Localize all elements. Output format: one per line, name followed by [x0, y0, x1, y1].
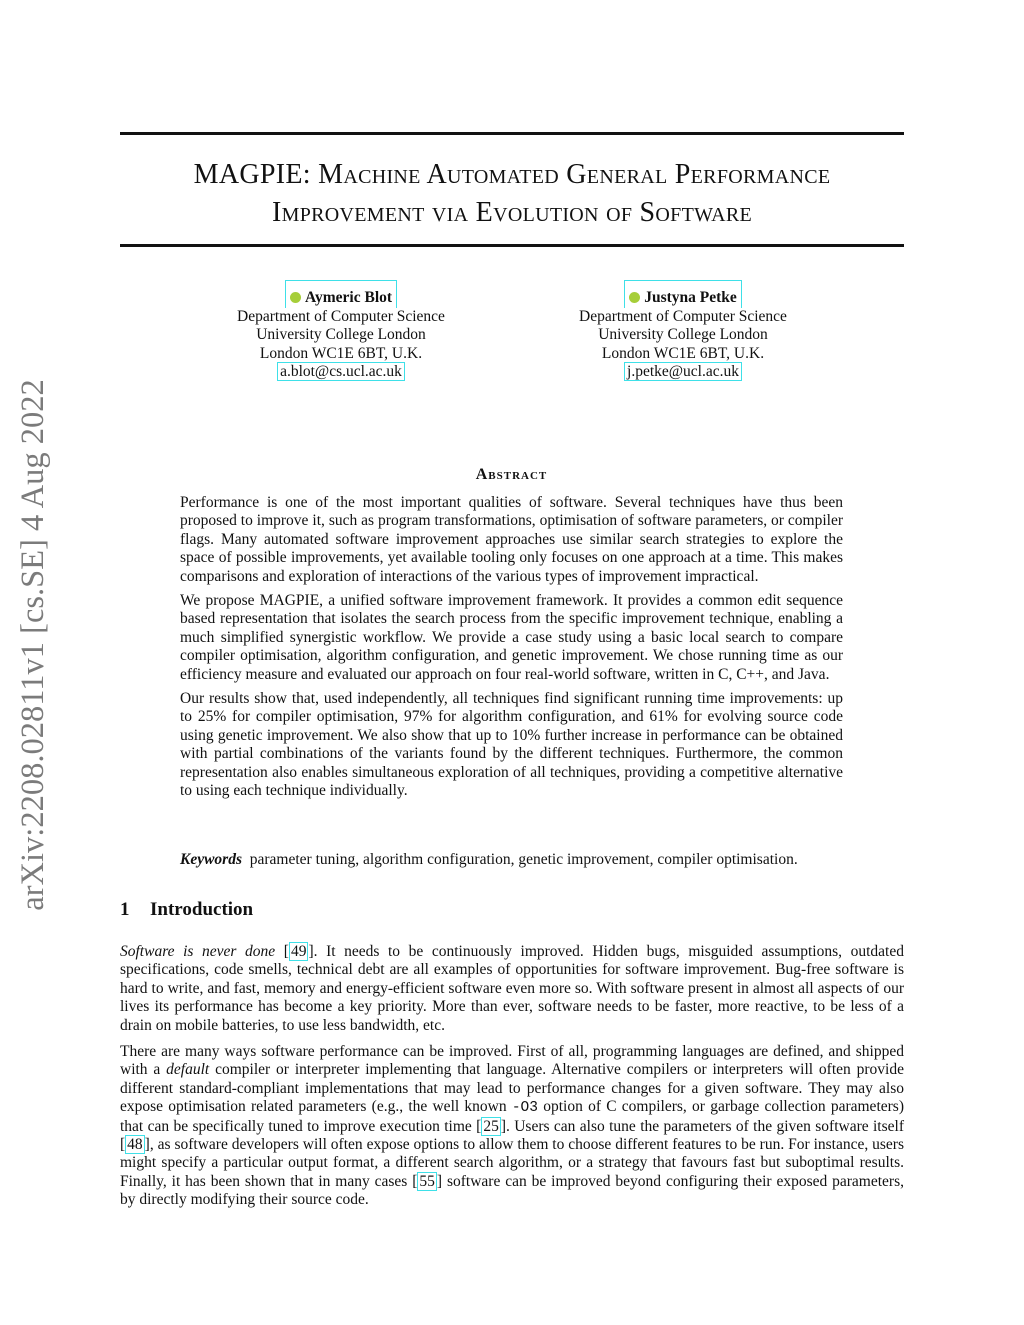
author-name: Aymeric Blot	[304, 289, 393, 306]
citation-link[interactable]: 49	[290, 943, 307, 960]
orcid-icon[interactable]	[290, 292, 301, 303]
author-dept: Department of Computer Science	[237, 307, 445, 325]
intro-lead: Software is never done	[120, 943, 276, 960]
intro-text: . It needs to be continuously improved. Hidden bugs, misguided assumptions, outdated specifications, code smells, technical debt are all examples of opportunities for software improvement. Bug-free software is hard to write, and fast, memory and energy-efficient software even more so. With software present in almost all aspects of our lives its performance has become a key priority. More than ever, software needs to be faster, more reactive, to be less of a drain on mobile batteries, to use less bandwidth, etc.	[120, 943, 904, 1034]
author-addr: London WC1E 6BT, U.K.	[259, 344, 423, 362]
intro-paragraph: Software is never done [ 49 ]. It needs to be continuously improved. Hidden bugs, misguided assumptions, outdated specifications, code smells, technical debt are all examples of opportunities for software improvement. Bug-free software is hard to write, and fast, memory and energy-efficient software even more so. With software present in almost all aspects of our lives its performance has become a key priority. More than ever, software needs to be faster, more reactive, to be less of a drain on mobile batteries, to use less bandwidth, etc.	[120, 943, 904, 1034]
author-block-1	[211, 280, 471, 382]
intro-text: There are many ways software performance can be improved. First of all, programming languages are defined, and shipped with a	[120, 1043, 904, 1079]
keywords	[180, 851, 843, 869]
intro-body	[120, 943, 904, 1218]
citation-link[interactable]: 55	[419, 1172, 435, 1190]
author-univ: University College London	[256, 326, 426, 343]
title-line-1: MAGPIE: Machine Automated General Performance	[193, 159, 831, 190]
citation-link[interactable]: 48	[127, 1136, 143, 1154]
author-name-link[interactable]	[624, 280, 742, 308]
abstract-paragraph: We propose MAGPIE, a unified software improvement framework. It provides a common edit sequence based representation that isolates the search process from the specific improvement technique, enabling a much simplified synergistic workflow. We provide a case study using a basic local search to compare compiler optimisation, algorithm configuration, and genetic improvement. We chose running time as our efficiency measure and evaluated our approach on four real-world software, written in C, C++, and Java.	[180, 592, 843, 683]
intro-text: . Users can also tune the parameters of the given software itself	[505, 1117, 904, 1135]
section-number: 1	[120, 899, 130, 920]
section-title: Introduction	[150, 899, 254, 920]
abstract-heading: Abstract	[475, 466, 548, 483]
intro-text: software can be improved beyond configuring their exposed parameters, by directly modifying their source code.	[120, 1172, 904, 1209]
abstract-paragraph: Performance is one of the most important qualities of software. Several techniques have thus been proposed to improve it, such as program transformations, optimisation of software parameters, or compiler flags. Many automated software improvement approaches use similar search strategies to explore the space of possible improvements, yet available tooling only focuses on one approach at a time. This makes comparisons and exploration of interactions of the various types of improvement impractical.	[180, 494, 843, 585]
code-snippet: -O3	[511, 1100, 538, 1117]
author-name: Justyna Petke	[644, 289, 737, 306]
orcid-icon[interactable]	[629, 292, 640, 303]
author-block-2	[553, 280, 813, 382]
title-rule-top	[120, 132, 904, 135]
arxiv-stamp: arXiv:2208.02811v1 [cs.SE] 4 Aug 2022	[15, 379, 51, 911]
citation-link[interactable]: 25	[483, 1117, 499, 1135]
abstract-body	[180, 494, 843, 807]
intro-text: , as software developers will often expose options to allow them to choose different features to be run. For instance, users might specify a particular output format, a different search algorithm, or a strategy that favours fast but suboptimal results. Finally, it has been shown that in many cases	[120, 1136, 904, 1190]
keywords-text: parameter tuning, algorithm configuration, genetic improvement, compiler optimisation.	[249, 851, 798, 868]
intro-text: compiler or interpreter implementing that language. Alternative compilers or interpreters will often provide different standard-compliant implementations that may lead to performance changes for a given software. They may also expose optimisation related parameters (e.g., the well known	[120, 1061, 904, 1116]
title-rule-bottom	[120, 244, 904, 247]
intro-text: option of C compilers, or garbage collection parameters) that can be specifically tuned to improve execution time	[120, 1098, 904, 1135]
abstract-paragraph: Our results show that, used independently, all techniques find significant running time improvements: up to 25% for compiler optimisation, 97% for algorithm configuration, and 61% for evolving source code using genetic improvement. We also show that up to 10% further increase in performance can be obtained with partial combinations of the variants found by the different techniques. Furthermore, the common representation also enables simultaneous exploration of all techniques, providing a competitive alternative to using each technique individually.	[180, 690, 843, 800]
intro-paragraph: There are many ways software performance can be improved. First of all, programming languages are defined, and shipped with a default compiler or interpreter implementing that language. Alternative compilers or interpreters will often provide different standard-compliant implementations that may lead to performance changes for a given software. They may also expose optimisation related parameters (e.g., the well known -O3 option of C compilers, or garbage collection parameters) that can be specifically tuned to improve execution time [ 25 ]. Users can also tune the parameters of the given software itself [ 48 ], as software developers will often expose options to allow them to choose different features to be run. For instance, users might specify a particular output format, a different search algorithm, or a strategy that favours fast but suboptimal results. Finally, it has been shown that in many cases [ 55 ] software can be improved beyond configuring their exposed parameters, by directly modifying their source code.	[120, 1043, 904, 1209]
paper-title	[120, 156, 904, 232]
author-addr: London WC1E 6BT, U.K.	[601, 344, 765, 362]
author-univ: University College London	[598, 326, 768, 343]
author-email-link[interactable]: j.petke@ucl.ac.uk	[624, 362, 742, 381]
author-dept: Department of Computer Science	[579, 307, 787, 325]
author-email-link[interactable]: a.blot@cs.ucl.ac.uk	[277, 362, 405, 381]
title-line-2: Improvement via Evolution of Software	[272, 197, 752, 228]
keywords-label: Keywords	[180, 851, 242, 868]
intro-emphasis: default	[166, 1061, 210, 1079]
section-heading	[120, 899, 253, 921]
author-name-link[interactable]	[285, 280, 397, 308]
